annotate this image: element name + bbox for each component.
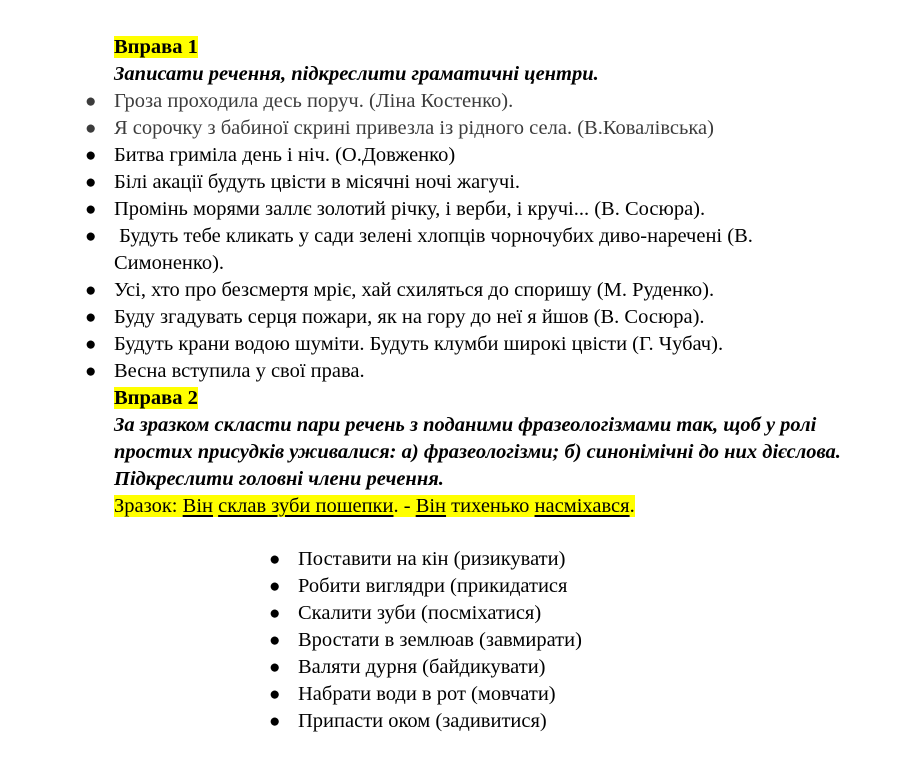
list-item: ● Весна вступила у свої права. [0,358,854,385]
sample-predicate-1: склав зуби пошепки [218,495,394,517]
exercise-2-list [0,546,907,735]
list-item: ● Гроза проходила десь поруч. (Ліна Костенко). [0,88,854,115]
bullet-icon: ● [85,226,97,247]
bullet-icon: ● [269,711,281,732]
bullet-icon: ● [269,549,281,570]
exercise-1-task: Записати речення, підкреслити граматичні центри. [114,63,599,85]
bullet-icon: ● [269,603,281,624]
list-item: ● Я сорочку з бабиної скрині привезла із рідного села. (В.Ковалівська) [0,115,854,142]
bullet-icon: ● [269,657,281,678]
bullet-icon: ● [85,361,97,382]
sample-end: . [629,495,635,517]
bullet-icon: ● [269,684,281,705]
bullet-icon: ● [269,576,281,597]
list-item: ● Буду згадувать серця пожари, як на гору до неї я йшов (В. Сосюра). [0,304,854,331]
bullet-icon: ● [85,307,97,328]
bullet-icon: ● [85,91,97,112]
list-item: ● Поставити на кін (ризикувати) [0,546,907,573]
bullet-icon: ● [85,172,97,193]
document-page [0,34,907,735]
exercise-2-title-text: Вправа 2 [114,387,198,409]
bullet-icon: ● [85,118,97,139]
list-item: ● Валяти дурня (байдикувати) [0,654,907,681]
sample-predicate-2: насміхався [534,495,630,517]
list-item: ● Промінь морями заллє золотий річку, і верби, і кручі... (В. Сосюра). [0,196,854,223]
list-item: ● Будуть тебе кликать у сади зелені хлопців чорночубих диво-наречені (В. Симоненко). [85,225,758,274]
exercise-1-title-text: Вправа 1 [114,36,198,58]
list-item: ● Білі акації будуть цвісти в місячні ночі жагучі. [0,169,854,196]
list-item: ● Будуть крани водою шуміти. Будуть клумби широкі цвісти (Г. Чубач). [0,331,854,358]
sample-subject-2: Він [415,495,447,517]
exercise-1-list [0,88,907,385]
bullet-icon: ● [85,199,97,220]
list-item: ● Усі, хто про безсмертя мріє, хай схиляться до споришу (М. Руденко). [0,277,854,304]
exercise-2-title [114,385,907,412]
sample-middle: тихенько [446,495,535,517]
sample-label: Зразок: [114,495,183,517]
bullet-icon: ● [85,280,97,301]
sample-sentence [114,493,907,520]
bullet-icon: ● [85,334,97,355]
list-item: ● Робити виглядри (прикидатися [0,573,907,600]
sample-separator: . - [393,495,416,517]
sample-highlight [114,495,635,517]
list-item: ● Вростати в землюав (завмирати) [0,627,907,654]
exercise-1-title [114,34,907,61]
list-item: ● Битва гриміла день і ніч. (О.Довженко) [0,142,854,169]
list-item: ● Скалити зуби (посміхатися) [0,600,907,627]
list-item: ● Набрати води в рот (мовчати) [0,681,907,708]
sample-subject-1: Він [182,495,213,517]
exercise-2-task: За зразком скласти пари речень з поданими фразеологізмами так, щоб у ролі простих присудків уживалися: а) фразеологізми; б) синонімічні до них дієслова. Підкреслити головні члени речення. [114,414,841,490]
bullet-icon: ● [85,145,97,166]
list-item: ● Припасти оком (задивитися) [0,708,907,735]
bullet-icon: ● [269,630,281,651]
